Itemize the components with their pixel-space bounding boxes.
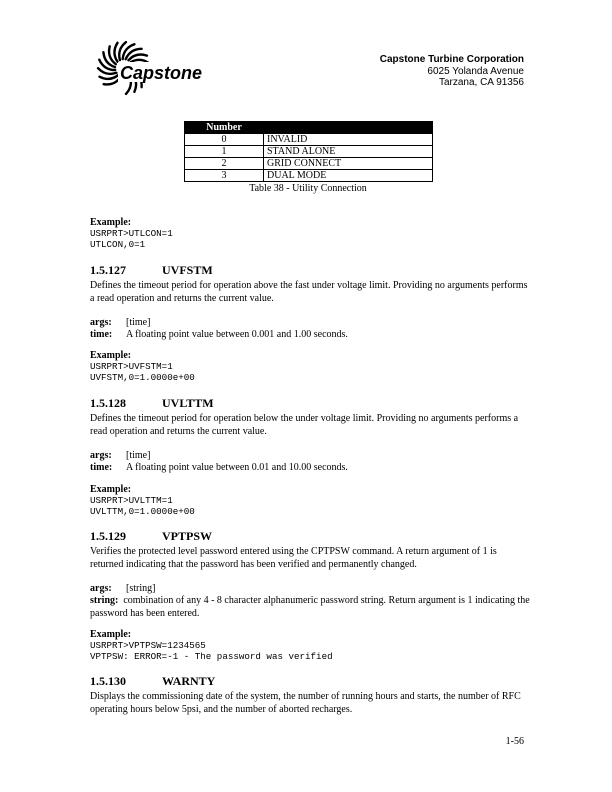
args-label: args: — [90, 450, 112, 461]
param-label: string: — [90, 595, 119, 606]
example-command: USRPRT>UTLCON=1 — [90, 228, 173, 239]
capstone-logo — [90, 38, 210, 106]
page-number: 1-56 — [505, 736, 524, 747]
param-line — [90, 461, 348, 474]
section-title: UVLTTM — [162, 396, 214, 410]
example-response: VPTPSW: ERROR=-1 - The password was verified — [90, 651, 333, 662]
table-cell-mode: GRID CONNECT — [264, 158, 433, 170]
section-description: Defines the timeout period for operation below the under voltage limit. Providing no arguments performs a read operation and returns the current value. — [90, 413, 519, 437]
company-address — [380, 54, 524, 89]
table-caption: Table 38 - Utility Connection — [249, 183, 367, 194]
section-number: 1.5.127 — [90, 263, 126, 277]
column-header-value — [264, 122, 433, 134]
example-response: UVFSTM,0=1.0000e+00 — [90, 372, 195, 383]
example-label: Example: — [90, 484, 132, 495]
example-command: USRPRT>VPTPSW=1234565 — [90, 640, 206, 651]
example-label: Example: — [90, 629, 132, 640]
example-label: Example: — [90, 217, 132, 228]
section-title: VPTPSW — [162, 529, 213, 543]
address-street: 6025 Yolanda Avenue — [427, 65, 524, 77]
table-row — [185, 158, 433, 170]
table-row — [185, 146, 433, 158]
column-header-number: Number — [185, 122, 264, 134]
company-name: Capstone Turbine Corporation — [379, 54, 524, 65]
section-number: 1.5.129 — [90, 529, 126, 543]
logo-swirl-blade — [100, 75, 119, 79]
param-description: A floating point value between 0.01 and 10.00 seconds. — [126, 462, 348, 473]
param-line — [90, 328, 348, 341]
table-row — [185, 170, 433, 182]
param-description: combination of any 4 - 8 character alphanumeric password string. Return argument is 1 indicating the password has been entered. — [90, 595, 530, 619]
utility-connection-table — [184, 121, 433, 182]
table-header-row — [185, 122, 433, 134]
table-cell-number: 2 — [185, 158, 264, 170]
table-cell-number: 0 — [185, 134, 264, 146]
address-city: Tarzana, CA 91356 — [438, 77, 524, 88]
logo-wordmark: Capstone — [120, 63, 203, 83]
section-number: 1.5.130 — [90, 674, 126, 688]
args-value: [time] — [126, 317, 151, 328]
example-label: Example: — [90, 350, 132, 361]
table-cell-number: 1 — [185, 146, 264, 158]
example-command: USRPRT>UVLTTM=1 — [90, 495, 173, 506]
logo-swirl-blade — [114, 43, 117, 62]
section-description: Displays the commissioning date of the system, the number of running hours and starts, the number of RFC operating hours below 5psi, and the number of aborted recharges. — [90, 691, 521, 715]
table-row — [185, 134, 433, 146]
table-cell-mode: STAND ALONE — [264, 146, 433, 158]
param-line — [90, 594, 530, 620]
param-label: time: — [90, 329, 113, 340]
example-response: UVLTTM,0=1.0000e+00 — [90, 506, 195, 517]
section-title: WARNTY — [162, 674, 216, 688]
param-description: A floating point value between 0.001 and 1.00 seconds. — [126, 329, 348, 340]
args-value: [time] — [126, 450, 151, 461]
param-label: time: — [90, 462, 113, 473]
section-heading-uvfstm — [90, 263, 213, 278]
section-description: Verifies the protected level password entered using the CPTPSW command. A return argument of 1 is returned indicating that the password has been verified and permanently changed. — [90, 546, 497, 570]
section-title: UVFSTM — [162, 263, 213, 277]
args-label: args: — [90, 583, 112, 594]
table-cell-number: 3 — [185, 170, 264, 182]
section-heading-vptpsw — [90, 529, 212, 544]
table-cell-mode: DUAL MODE — [264, 170, 433, 182]
args-label: args: — [90, 317, 112, 328]
table-cell-mode: INVALID — [264, 134, 433, 146]
example-command: USRPRT>UVFSTM=1 — [90, 361, 173, 372]
example-response: UTLCON,0=1 — [90, 239, 146, 250]
section-heading-uvlttm — [90, 396, 214, 411]
args-value: [string] — [126, 583, 156, 594]
section-number: 1.5.128 — [90, 396, 126, 410]
section-heading-warnty — [90, 674, 215, 689]
section-description: Defines the timeout period for operation above the fast under voltage limit. Providing no arguments performs a read operation and returns the current value. — [90, 280, 528, 304]
